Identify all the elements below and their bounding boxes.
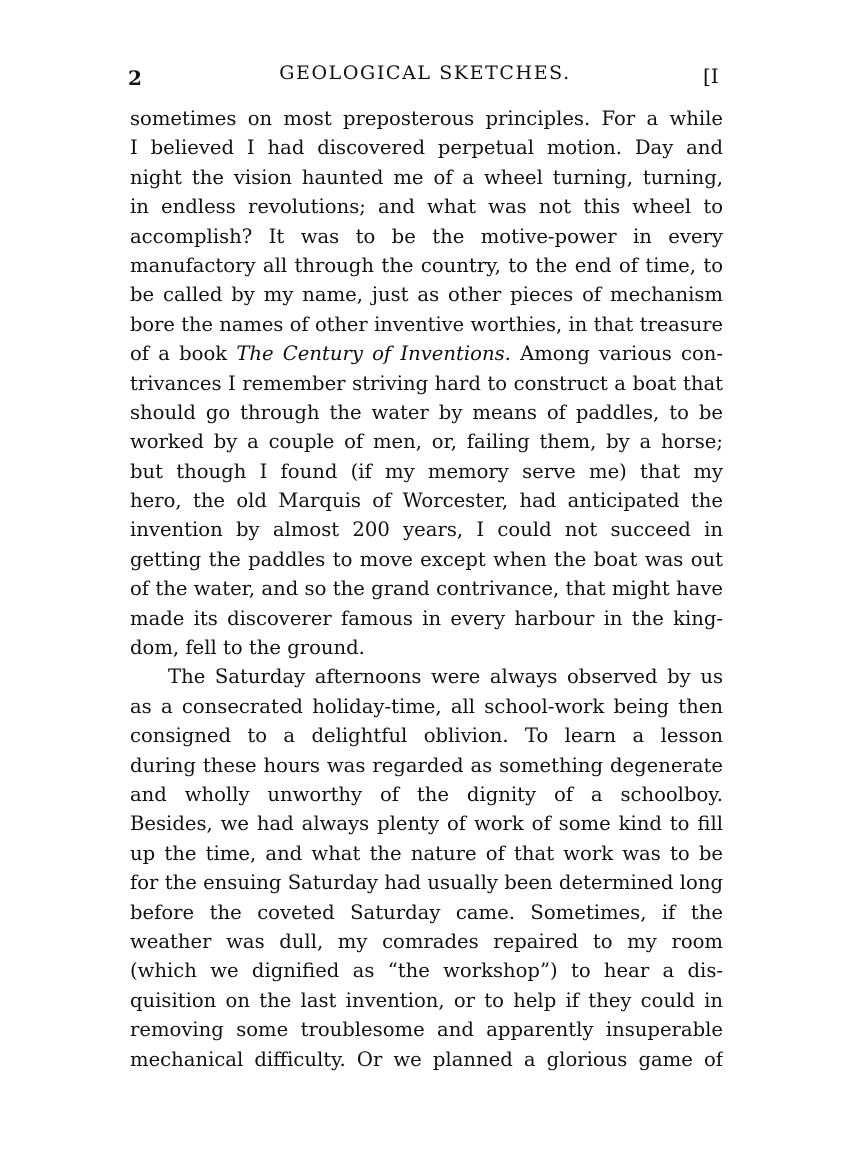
text-line: in endless revolutions; and what was not this wheel to xyxy=(130,195,723,219)
section-marker: [I xyxy=(703,64,719,88)
text-line: and wholly unworthy of the dignity of a schoolboy. xyxy=(130,782,723,806)
text-line: accomplish? It was to be the motive-power in every xyxy=(130,224,723,248)
text-line: be called by my name, just as other pieces of mechanism xyxy=(130,283,723,307)
text-line: trivances I remember striving hard to construct a boat that xyxy=(130,371,723,395)
text-line: mechanical difficulty. Or we planned a glorious game of xyxy=(130,1047,723,1071)
text-line: should go through the water by means of paddles, to be xyxy=(130,400,723,424)
text-line: invention by almost 200 years, I could not succeed in xyxy=(130,518,723,542)
text-line: hero, the old Marquis of Worcester, had anticipated the xyxy=(130,489,723,513)
text-line: manufactory all through the country, to the end of time, to xyxy=(130,253,723,277)
book-title-italic: The Century of Inventions. xyxy=(236,342,511,366)
text-line: consigned to a delightful oblivion. To learn a lesson xyxy=(130,724,723,748)
text-line: dom, fell to the ground. xyxy=(130,636,365,660)
text-line: sometimes on most preposterous principles. For a while xyxy=(130,107,723,130)
text-line: but though I found (if my memory serve me) that my xyxy=(130,459,723,483)
running-header xyxy=(0,60,850,94)
text-line: of the water, and so the grand contrivance, that might have xyxy=(130,577,723,601)
text-line: made its discoverer famous in every harbour in the king- xyxy=(130,606,723,630)
text-line: worked by a couple of men, or, failing them, by a horse; xyxy=(130,430,723,454)
text-line: bore the names of other inventive worthies, in that treasure xyxy=(130,312,723,336)
text-line: I believed I had discovered perpetual motion. Day and xyxy=(130,136,723,160)
text-line: up the time, and what the nature of that work was to be xyxy=(130,841,723,865)
text-line: getting the paddles to move except when the boat was out xyxy=(130,547,723,571)
text-line: for the ensuing Saturday had usually been determined long xyxy=(130,871,723,895)
text-line: quisition on the last invention, or to help if they could in xyxy=(130,988,723,1012)
text-line: The Saturday afternoons were always observed by us xyxy=(168,665,723,689)
page-number: 2 xyxy=(128,66,142,90)
text-line: (which we dignified as “the workshop”) to hear a dis- xyxy=(130,959,723,983)
body-text xyxy=(130,104,723,1074)
text-line: Besides, we had always plenty of work of some kind to fill xyxy=(130,812,723,836)
text-segment: Among various con- xyxy=(520,342,723,366)
text-line: as a consecrated holiday-time, all school-work being then xyxy=(130,694,723,718)
running-title: GEOLOGICAL SKETCHES. xyxy=(279,62,571,84)
text-line: removing some troublesome and apparently insuperable xyxy=(130,1018,723,1042)
text-line xyxy=(130,339,723,368)
text-line: weather was dull, my comrades repaired to my room xyxy=(130,929,723,953)
text-segment: of a book xyxy=(130,342,228,366)
text-line: night the vision haunted me of a wheel turning, turning, xyxy=(130,165,723,189)
text-line: before the coveted Saturday came. Sometimes, if the xyxy=(130,900,723,924)
text-line: during these hours was regarded as something degenerate xyxy=(130,753,723,777)
